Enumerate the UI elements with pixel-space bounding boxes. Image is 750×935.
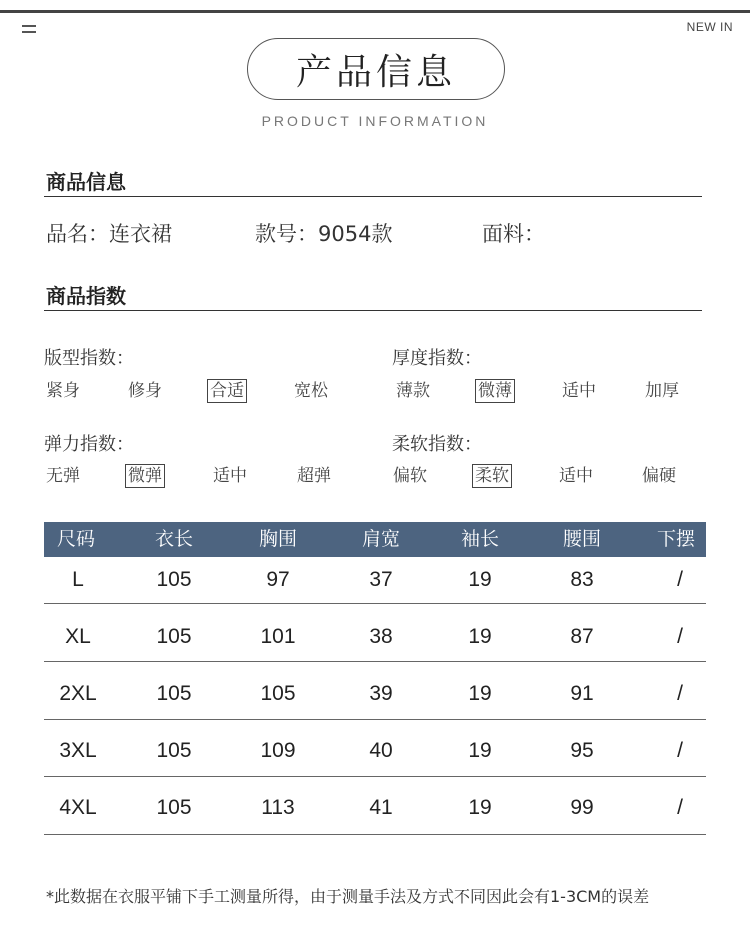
softness-index-title: 柔软指数：: [392, 434, 482, 455]
column-header-bust: 胸围: [258, 528, 298, 550]
softness-option: 偏硬: [642, 466, 676, 486]
column-header-sleeve: 袖长: [460, 528, 500, 550]
fabric: 面料：: [482, 222, 545, 246]
cell-length: 105: [156, 796, 192, 819]
fit-option: 宽松: [294, 381, 328, 401]
fit-option: 修身: [128, 381, 162, 401]
goods-index-divider: [44, 310, 702, 311]
cell-hem: /: [677, 796, 683, 819]
fit-option-selected: 合适: [207, 379, 247, 403]
row-divider: [44, 834, 706, 835]
cell-shoulder: 41: [369, 796, 393, 819]
column-header-waist: 腰围: [562, 528, 602, 550]
column-header-shoulder: 肩宽: [361, 528, 401, 550]
cell-bust: 113: [261, 796, 295, 819]
cell-shoulder: 40: [369, 739, 393, 762]
column-header-length: 衣长: [154, 528, 194, 550]
cell-hem: /: [677, 625, 683, 648]
row-divider: [44, 603, 706, 604]
softness-option-selected: 柔软: [472, 464, 512, 488]
goods-index-heading: 商品指数: [46, 284, 126, 308]
thickness-option-selected: 微薄: [475, 379, 515, 403]
cell-size: 4XL: [59, 796, 97, 819]
new-in-label: NEW IN: [686, 20, 733, 34]
fit-index-title: 版型指数：: [44, 348, 134, 369]
thickness-option: 薄款: [396, 381, 430, 401]
thickness-option: 适中: [562, 381, 596, 401]
elasticity-option: 无弹: [46, 466, 80, 486]
cell-size: 3XL: [59, 739, 97, 762]
cell-sleeve: 19: [468, 568, 492, 591]
column-header-size: 尺码: [56, 528, 96, 550]
cell-length: 105: [156, 682, 192, 705]
title-pill: [247, 38, 505, 100]
thickness-index-title: 厚度指数：: [392, 348, 482, 369]
cell-bust: 101: [260, 625, 296, 648]
cell-waist: 87: [570, 625, 594, 648]
cell-size: 2XL: [59, 682, 97, 705]
cell-length: 105: [156, 625, 192, 648]
page-subtitle: PRODUCT INFORMATION: [261, 113, 489, 129]
elasticity-option: 适中: [213, 466, 247, 486]
cell-sleeve: 19: [468, 739, 492, 762]
cell-size: L: [72, 568, 84, 591]
elasticity-index-title: 弹力指数：: [44, 434, 134, 455]
cell-sleeve: 19: [468, 796, 492, 819]
cell-hem: /: [677, 682, 683, 705]
top-rule: [0, 10, 750, 13]
menu-icon[interactable]: [22, 24, 36, 34]
softness-option: 偏软: [393, 466, 427, 486]
cell-waist: 95: [570, 739, 594, 762]
goods-info-heading: 商品信息: [46, 170, 126, 194]
measurement-footnote: *此数据在衣服平铺下手工测量所得，由于测量手法及方式不同因此会有1-3CM的误差: [46, 887, 650, 906]
cell-hem: /: [677, 568, 683, 591]
size-table-header: [44, 522, 706, 557]
cell-waist: 83: [570, 568, 594, 591]
cell-shoulder: 38: [369, 625, 393, 648]
style-number: 款号：9054款: [255, 222, 393, 246]
cell-waist: 99: [570, 796, 594, 819]
cell-sleeve: 19: [468, 625, 492, 648]
thickness-option: 加厚: [645, 381, 679, 401]
elasticity-option: 超弹: [297, 466, 331, 486]
cell-bust: 105: [260, 682, 296, 705]
softness-option: 适中: [559, 466, 593, 486]
cell-size: XL: [65, 625, 91, 648]
row-divider: [44, 719, 706, 720]
row-divider: [44, 776, 706, 777]
elasticity-option-selected: 微弹: [125, 464, 165, 488]
page-title: 产品信息: [295, 51, 456, 93]
cell-bust: 97: [266, 568, 290, 591]
cell-waist: 91: [570, 682, 594, 705]
fit-option: 紧身: [46, 381, 80, 401]
cell-hem: /: [677, 739, 683, 762]
goods-info-divider: [44, 196, 702, 197]
cell-sleeve: 19: [468, 682, 492, 705]
cell-shoulder: 39: [369, 682, 393, 705]
cell-bust: 109: [260, 739, 296, 762]
product-name: 品名：连衣裙: [46, 222, 172, 246]
cell-length: 105: [156, 739, 192, 762]
row-divider: [44, 661, 706, 662]
cell-length: 105: [156, 568, 192, 591]
cell-shoulder: 37: [369, 568, 393, 591]
column-header-hem: 下摆: [656, 528, 696, 550]
